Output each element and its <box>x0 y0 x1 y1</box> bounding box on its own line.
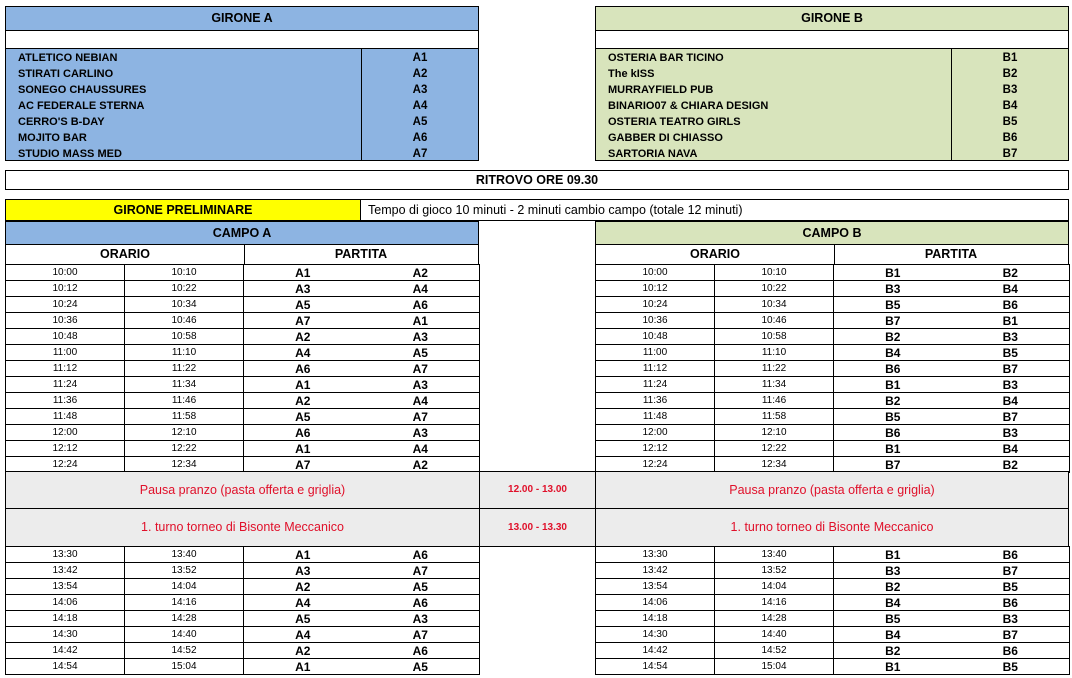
match-end-time: 10:22 <box>715 281 834 297</box>
match-start-time: 12:12 <box>6 441 125 457</box>
match-home-team: B6 <box>834 361 952 377</box>
match-end-time: 10:34 <box>715 297 834 313</box>
match-end-time: 12:10 <box>715 425 834 441</box>
match-away-team: B6 <box>952 547 1070 563</box>
match-home-team: B5 <box>834 409 952 425</box>
match-end-time: 14:28 <box>715 611 834 627</box>
match-end-time: 14:16 <box>715 595 834 611</box>
match-away-team: B6 <box>952 643 1070 659</box>
girone-b-team-code: B3 <box>1002 84 1018 96</box>
table-row <box>596 595 1070 611</box>
turno-row <box>5 508 1069 547</box>
table-row <box>6 409 480 425</box>
turno-time: 13.00 - 13.30 <box>480 509 596 546</box>
match-end-time: 15:04 <box>715 659 834 675</box>
match-end-time: 12:10 <box>125 425 244 441</box>
table-row <box>6 627 480 643</box>
match-end-time: 14:40 <box>125 627 244 643</box>
match-start-time: 10:12 <box>6 281 125 297</box>
girone-a-header <box>5 6 479 31</box>
table-row <box>6 611 480 627</box>
match-end-time: 10:22 <box>125 281 244 297</box>
match-home-team: B7 <box>834 457 952 473</box>
match-home-team: B2 <box>834 579 952 595</box>
table-row <box>6 281 480 297</box>
match-start-time: 11:24 <box>6 377 125 393</box>
match-start-time: 11:36 <box>6 393 125 409</box>
pausa-label-b: Pausa pranzo (pasta offerta e griglia) <box>729 483 935 497</box>
match-start-time: 12:00 <box>596 425 715 441</box>
match-home-team: B7 <box>834 313 952 329</box>
table-row <box>6 425 480 441</box>
match-end-time: 11:46 <box>125 393 244 409</box>
match-home-team: B3 <box>834 563 952 579</box>
match-start-time: 12:24 <box>596 457 715 473</box>
match-away-team: A3 <box>362 377 480 393</box>
match-home-team: B1 <box>834 377 952 393</box>
girone-a-team-name: STIRATI CARLINO <box>18 68 114 80</box>
table-row <box>596 329 1070 345</box>
match-home-team: A3 <box>244 281 362 297</box>
table-row <box>596 281 1070 297</box>
match-end-time: 14:28 <box>125 611 244 627</box>
match-away-team: B2 <box>952 265 1070 281</box>
table-row <box>596 265 1070 281</box>
match-home-team: A7 <box>244 457 362 473</box>
match-home-team: A1 <box>244 265 362 281</box>
match-end-time: 13:40 <box>715 547 834 563</box>
girone-b-team-name: MURRAYFIELD PUB <box>608 84 714 96</box>
match-away-team: B3 <box>952 377 1070 393</box>
match-end-time: 11:58 <box>715 409 834 425</box>
table-row <box>6 563 480 579</box>
match-end-time: 10:10 <box>715 265 834 281</box>
match-end-time: 11:34 <box>715 377 834 393</box>
table-row <box>596 547 1070 563</box>
girone-a-team-code: A4 <box>412 100 428 112</box>
match-start-time: 10:24 <box>6 297 125 313</box>
girone-a-team-name: STUDIO MASS MED <box>18 148 122 160</box>
table-row <box>596 313 1070 329</box>
table-row <box>596 441 1070 457</box>
match-away-team: B5 <box>952 659 1070 675</box>
match-end-time: 11:22 <box>125 361 244 377</box>
match-start-time: 10:12 <box>596 281 715 297</box>
match-away-team: B7 <box>952 563 1070 579</box>
match-away-team: A6 <box>362 547 480 563</box>
match-away-team: B4 <box>952 441 1070 457</box>
match-home-team: B2 <box>834 329 952 345</box>
campo-a-subheader <box>5 244 479 265</box>
girone-a-team-code: A5 <box>412 116 428 128</box>
match-away-team: A7 <box>362 627 480 643</box>
match-end-time: 12:22 <box>125 441 244 457</box>
match-home-team: B1 <box>834 441 952 457</box>
match-home-team: A6 <box>244 425 362 441</box>
match-start-time: 13:54 <box>6 579 125 595</box>
match-away-team: A4 <box>362 441 480 457</box>
match-end-time: 10:46 <box>715 313 834 329</box>
table-row <box>6 595 480 611</box>
match-start-time: 13:42 <box>6 563 125 579</box>
match-start-time: 13:30 <box>6 547 125 563</box>
girone-a-team-name: AC FEDERALE STERNA <box>18 100 145 112</box>
match-away-team: A6 <box>362 297 480 313</box>
match-end-time: 14:40 <box>715 627 834 643</box>
match-end-time: 10:34 <box>125 297 244 313</box>
campo-b-schedule-morning <box>595 264 1070 473</box>
girone-b-team-name: OSTERIA TEATRO GIRLS <box>608 116 741 128</box>
table-row <box>6 547 480 563</box>
match-home-team: B5 <box>834 297 952 313</box>
match-home-team: B1 <box>834 659 952 675</box>
ritrovo-text: RITROVO ORE 09.30 <box>475 173 599 187</box>
girone-b-team-name: GABBER DI CHIASSO <box>608 132 723 144</box>
match-start-time: 11:12 <box>6 361 125 377</box>
pausa-row <box>5 471 1069 509</box>
match-away-team: B4 <box>952 393 1070 409</box>
turno-label-b: 1. turno torneo di Bisonte Meccanico <box>730 520 934 534</box>
match-start-time: 10:36 <box>596 313 715 329</box>
match-start-time: 14:18 <box>596 611 715 627</box>
pausa-label-a: Pausa pranzo (pasta offerta e griglia) <box>6 472 480 508</box>
girone-b-team-name: SARTORIA NAVA <box>608 148 698 160</box>
match-start-time: 13:42 <box>596 563 715 579</box>
match-away-team: A3 <box>362 425 480 441</box>
preliminare-info: Tempo di gioco 10 minuti - 2 minuti cambio campo (totale 12 minuti) <box>368 203 743 217</box>
match-start-time: 10:00 <box>6 265 125 281</box>
match-home-team: A2 <box>244 579 362 595</box>
match-end-time: 15:04 <box>125 659 244 675</box>
girone-a-team-code: A7 <box>412 148 428 160</box>
match-end-time: 11:22 <box>715 361 834 377</box>
match-end-time: 14:04 <box>125 579 244 595</box>
match-away-team: A3 <box>362 329 480 345</box>
match-away-team: A5 <box>362 659 480 675</box>
table-row <box>6 329 480 345</box>
campo-b-orario-header: ORARIO <box>596 245 835 265</box>
match-home-team: B5 <box>834 611 952 627</box>
girone-a-title: GIRONE A <box>211 11 273 25</box>
match-home-team: B1 <box>834 547 952 563</box>
match-start-time: 14:06 <box>596 595 715 611</box>
girone-a-team-code: A2 <box>412 68 428 80</box>
match-start-time: 11:36 <box>596 393 715 409</box>
match-home-team: A2 <box>244 393 362 409</box>
match-start-time: 14:30 <box>596 627 715 643</box>
match-start-time: 12:00 <box>6 425 125 441</box>
match-home-team: A2 <box>244 643 362 659</box>
girone-b-team-code: B2 <box>1002 68 1018 80</box>
girone-a-team-name: MOJITO BAR <box>18 132 87 144</box>
ritrovo-bar <box>5 170 1069 190</box>
girone-a-team-name: CERRO'S B-DAY <box>18 116 105 128</box>
campo-b-partita-header: PARTITA <box>924 247 978 261</box>
girone-b-team-code: B7 <box>1002 148 1018 160</box>
match-start-time: 10:00 <box>596 265 715 281</box>
campo-a-header <box>5 221 479 245</box>
girone-b-team-name: BINARIO07 & CHIARA DESIGN <box>608 100 769 112</box>
match-away-team: B1 <box>952 313 1070 329</box>
table-row <box>6 643 480 659</box>
match-start-time: 10:24 <box>596 297 715 313</box>
preliminare-label: GIRONE PRELIMINARE <box>6 200 361 220</box>
match-start-time: 10:48 <box>6 329 125 345</box>
match-home-team: A1 <box>244 377 362 393</box>
table-row <box>6 345 480 361</box>
match-away-team: B5 <box>952 579 1070 595</box>
match-end-time: 14:04 <box>715 579 834 595</box>
table-row <box>6 579 480 595</box>
match-home-team: A7 <box>244 313 362 329</box>
table-row <box>596 659 1070 675</box>
match-home-team: A1 <box>244 441 362 457</box>
table-row <box>596 425 1070 441</box>
match-end-time: 11:34 <box>125 377 244 393</box>
match-end-time: 11:58 <box>125 409 244 425</box>
match-end-time: 12:34 <box>715 457 834 473</box>
campo-a-title: CAMPO A <box>212 226 272 240</box>
match-away-team: A7 <box>362 409 480 425</box>
match-away-team: A1 <box>362 313 480 329</box>
match-away-team: A2 <box>362 457 480 473</box>
girone-b-title: GIRONE B <box>801 11 863 25</box>
match-end-time: 13:40 <box>125 547 244 563</box>
match-home-team: A1 <box>244 659 362 675</box>
match-away-team: B3 <box>952 611 1070 627</box>
match-end-time: 10:46 <box>125 313 244 329</box>
match-away-team: B4 <box>952 281 1070 297</box>
match-end-time: 13:52 <box>715 563 834 579</box>
match-end-time: 10:58 <box>125 329 244 345</box>
match-start-time: 14:54 <box>596 659 715 675</box>
match-away-team: B7 <box>952 409 1070 425</box>
match-start-time: 12:24 <box>6 457 125 473</box>
match-home-team: B4 <box>834 345 952 361</box>
match-home-team: B2 <box>834 643 952 659</box>
match-end-time: 12:22 <box>715 441 834 457</box>
match-away-team: A5 <box>362 345 480 361</box>
match-end-time: 11:46 <box>715 393 834 409</box>
girone-b-team-code: B6 <box>1002 132 1018 144</box>
match-home-team: A1 <box>244 547 362 563</box>
girone-b-header <box>595 6 1069 31</box>
match-away-team: B3 <box>952 425 1070 441</box>
match-home-team: B2 <box>834 393 952 409</box>
match-away-team: A3 <box>362 611 480 627</box>
match-start-time: 14:18 <box>6 611 125 627</box>
campo-a-partita-header: PARTITA <box>334 247 388 261</box>
match-home-team: B4 <box>834 595 952 611</box>
match-end-time: 10:58 <box>715 329 834 345</box>
match-start-time: 11:00 <box>596 345 715 361</box>
match-away-team: B5 <box>952 345 1070 361</box>
match-home-team: A2 <box>244 329 362 345</box>
match-home-team: A3 <box>244 563 362 579</box>
girone-b-team-name: The kISS <box>608 68 655 80</box>
match-away-team: B6 <box>952 595 1070 611</box>
match-home-team: A4 <box>244 595 362 611</box>
match-end-time: 10:10 <box>125 265 244 281</box>
pausa-time: 12.00 - 13.00 <box>480 472 596 508</box>
table-row <box>596 393 1070 409</box>
match-away-team: A7 <box>362 361 480 377</box>
table-row <box>6 265 480 281</box>
campo-a-schedule-morning <box>5 264 480 473</box>
match-home-team: B1 <box>834 265 952 281</box>
match-start-time: 10:36 <box>6 313 125 329</box>
girone-b-team-name: OSTERIA BAR TICINO <box>608 52 724 64</box>
match-end-time: 11:10 <box>125 345 244 361</box>
girone-b-team-code: B4 <box>1002 100 1018 112</box>
match-end-time: 14:16 <box>125 595 244 611</box>
match-end-time: 12:34 <box>125 457 244 473</box>
campo-b-header <box>595 221 1069 245</box>
match-away-team: A6 <box>362 595 480 611</box>
girone-a-blank-row <box>5 30 479 49</box>
match-end-time: 13:52 <box>125 563 244 579</box>
table-row <box>596 409 1070 425</box>
table-row <box>596 361 1070 377</box>
match-start-time: 14:30 <box>6 627 125 643</box>
match-start-time: 13:30 <box>596 547 715 563</box>
match-start-time: 14:42 <box>596 643 715 659</box>
match-start-time: 12:12 <box>596 441 715 457</box>
match-end-time: 14:52 <box>715 643 834 659</box>
match-home-team: B4 <box>834 627 952 643</box>
table-row <box>596 563 1070 579</box>
table-row <box>6 393 480 409</box>
girone-b-team-code: B1 <box>1002 52 1018 64</box>
girone-b-blank-row <box>595 30 1069 49</box>
table-row <box>6 659 480 675</box>
match-start-time: 11:12 <box>596 361 715 377</box>
table-row <box>6 377 480 393</box>
match-away-team: B7 <box>952 361 1070 377</box>
match-away-team: B6 <box>952 297 1070 313</box>
match-start-time: 14:42 <box>6 643 125 659</box>
girone-a-team-list <box>5 48 479 161</box>
match-away-team: A2 <box>362 265 480 281</box>
match-home-team: B3 <box>834 281 952 297</box>
match-end-time: 11:10 <box>715 345 834 361</box>
campo-b-subheader <box>595 244 1069 265</box>
match-away-team: A7 <box>362 563 480 579</box>
match-start-time: 14:06 <box>6 595 125 611</box>
match-away-team: A5 <box>362 579 480 595</box>
match-away-team: A4 <box>362 393 480 409</box>
table-row <box>596 377 1070 393</box>
table-row <box>6 361 480 377</box>
girone-a-team-code: A3 <box>412 84 428 96</box>
match-home-team: A5 <box>244 409 362 425</box>
match-end-time: 14:52 <box>125 643 244 659</box>
match-away-team: B3 <box>952 329 1070 345</box>
campo-a-orario-header: ORARIO <box>6 245 245 265</box>
turno-label-a: 1. turno torneo di Bisonte Meccanico <box>6 509 480 546</box>
table-row <box>596 297 1070 313</box>
match-home-team: A5 <box>244 297 362 313</box>
match-home-team: A6 <box>244 361 362 377</box>
table-row <box>6 297 480 313</box>
match-start-time: 11:00 <box>6 345 125 361</box>
match-away-team: A4 <box>362 281 480 297</box>
match-start-time: 10:48 <box>596 329 715 345</box>
match-home-team: A5 <box>244 611 362 627</box>
match-start-time: 11:48 <box>6 409 125 425</box>
match-away-team: A6 <box>362 643 480 659</box>
match-away-team: B7 <box>952 627 1070 643</box>
match-away-team: B2 <box>952 457 1070 473</box>
match-start-time: 11:24 <box>596 377 715 393</box>
match-home-team: A4 <box>244 627 362 643</box>
table-row <box>596 345 1070 361</box>
table-row <box>596 579 1070 595</box>
campo-b-title: CAMPO B <box>802 226 862 240</box>
match-home-team: B6 <box>834 425 952 441</box>
preliminare-bar <box>5 199 1069 221</box>
campo-a-schedule-afternoon <box>5 546 480 675</box>
match-start-time: 14:54 <box>6 659 125 675</box>
match-start-time: 13:54 <box>596 579 715 595</box>
table-row <box>596 611 1070 627</box>
girone-a-team-code: A6 <box>412 132 428 144</box>
table-row <box>596 643 1070 659</box>
match-start-time: 11:48 <box>596 409 715 425</box>
table-row <box>596 627 1070 643</box>
girone-a-team-name: ATLETICO NEBIAN <box>18 52 118 64</box>
girone-b-team-list <box>595 48 1069 161</box>
table-row <box>6 313 480 329</box>
campo-b-schedule-afternoon <box>595 546 1070 675</box>
table-row <box>6 441 480 457</box>
girone-a-team-code: A1 <box>412 52 428 64</box>
match-home-team: A4 <box>244 345 362 361</box>
girone-b-team-code: B5 <box>1002 116 1018 128</box>
girone-a-team-name: SONEGO CHAUSSURES <box>18 84 147 96</box>
